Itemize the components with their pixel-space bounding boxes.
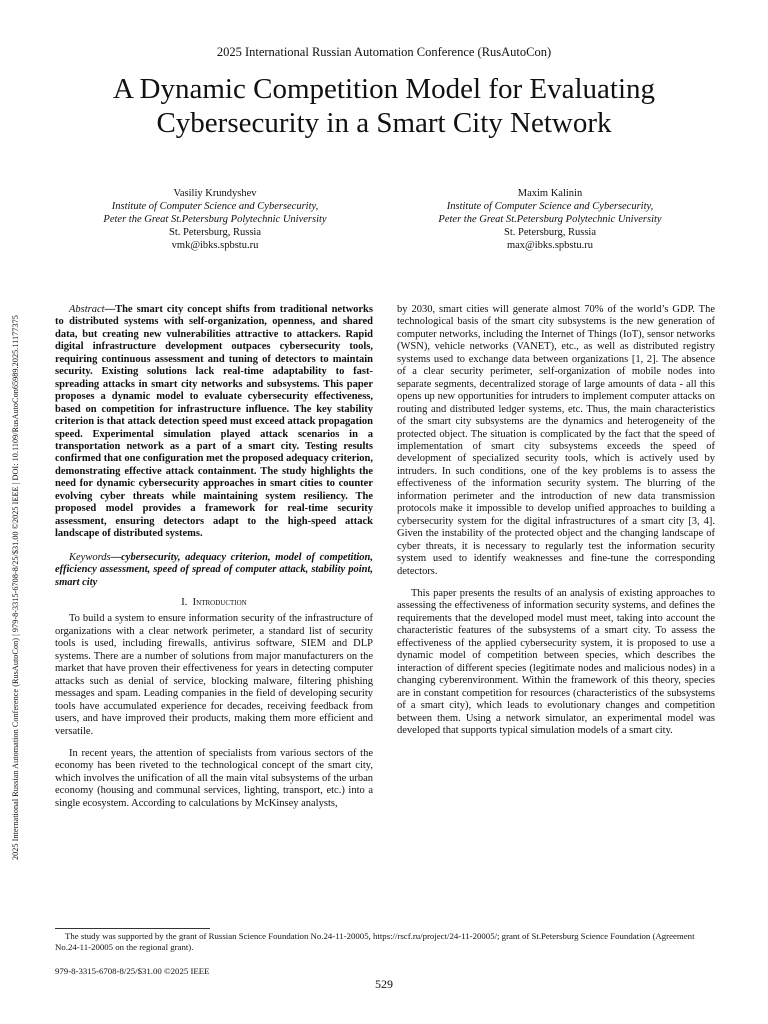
- body-paragraph: To build a system to ensure information security of the infrastructure of organizations with a clear network perimeter, a standard list of security tools is used, including firewalls, antivirus software, SIEM and DLP systems. There are a number of solutions from major manufacturers on the market that have proven their effectiveness for years in detecting computer attacks such as denial of service, blocking malware, filtering phishing messages and spam. Leading companies in the field of developing security tools have accumulated experience for decades, receiving feedback from users, and have improved their products, making them more efficient and versatile.: [55, 613, 373, 737]
- abstract-text: —The smart city concept shifts from traditional networks to distributed systems with self-organization, openness, and shared data, but creating new vulnerabilities attractive to attackers. Rapid digital infrastructure development outpaces cybersecurity tools, requiring continuous assessment and tuning of detectors to maintain security. Existing solutions lack real-time adaptability to fast-spreading attacks in smart city networks and subsystems. This paper proposes a dynamic model to evaluate cybersecurity effectiveness, based on competition for infrastructure influence. The key stability criterion is that attack detection speed must exceed attack propagation speed. Experimental simulation played attack scenarios in a transportation network as a part of a smart city. Testing results confirmed that one configuration met the proposed adequacy criterion, demonstrating effective attack containment. The study highlights the need for dynamic cybersecurity approaches in smart cities to counter evolving cyber threats while maintaining system resiliency. The proposed model provides a framework for real-time security assessment, ensuring detectors adapt to the high-speed attack landscape of distributed systems.: [55, 304, 373, 540]
- keywords-text: —cybersecurity, adequacy criterion, model of competition, efficiency assessment, speed of spread of computer attack, stability point, smart city: [55, 551, 373, 588]
- author-block-1: [65, 187, 365, 252]
- section-heading-introduction: [55, 597, 373, 609]
- author-email: max@ibks.spbstu.ru: [506, 240, 594, 251]
- keywords: [55, 552, 373, 589]
- funding-footnote: The study was supported by the grant of Russian Science Foundation No.24-11-20005, https://rscf.ru/project/24-11-20005/; grant of St.Petersburg Science Foundation (Agreement No.24-11-20005 on the regional grant).: [55, 931, 695, 952]
- author-affiliation: Institute of Computer Science and Cybersecurity,: [446, 201, 654, 212]
- body-paragraph: This paper presents the results of an analysis of existing approaches to assessing the effectiveness of information security systems, and defines the requirements that the developed model must meet, taking into account the characteristic features of the subsystems of a smart city. To assess the effectiveness of the applied cybersecurity system, it is proposed to use a dynamic model of competition between species, which describes the interaction of different species (legitimate nodes and malicious nodes) in a changing cyberenvironment. Within the framework of this theory, species are in constant competition for resources (characteristics of the subsystems of a smart city), which leads to evolutionary changes and competition between them. Using a network simulator, an experimental model was developed that supports typical simulation models of a smart city.: [397, 587, 715, 736]
- author-location: St. Petersburg, Russia: [169, 227, 261, 238]
- author-block-2: [400, 187, 700, 252]
- conference-name: 2025 International Russian Automation Conference (RusAutoCon): [216, 45, 552, 59]
- paper-title: [60, 72, 708, 140]
- footnote-divider: [55, 928, 210, 929]
- isbn-copyright: 979-8-3315-6708-8/25/$31.00 ©2025 IEEE: [55, 966, 210, 976]
- author-location: St. Petersburg, Russia: [504, 227, 596, 238]
- body-paragraph: In recent years, the attention of specialists from various sectors of the economy has been riveted to the technological concept of the smart city, which involves the unification of all the main vital subsystems of the urban economy (housing and communal services, lighting, transport, etc.) into a single ecosystem. According to calculations by McKinsey analysts,: [55, 747, 373, 809]
- author-name: Maxim Kalinin: [517, 188, 583, 199]
- title-line-2: Cybersecurity in a Smart City Network: [156, 107, 612, 139]
- author-name: Vasiliy Krundyshev: [173, 188, 257, 199]
- body-paragraph: by 2030, smart cities will generate almost 70% of the world’s GDP. The technological basis of the smart city subsystems is the new generation of computer networks, including the Internet of Things (IoT), sensor networks (WSN), vehicle networks (VANET), etc., as well as distributed registry systems used to exchange data between organizations [1, 2]. The absence of a clear security perimeter, self-organization of mobile nodes into separate segments, decentralized storage of large amounts of data - all this opens up new opportunities for intruders to implement computer attacks on routing and distributed ledger systems, etc. Thus, the main characteristics of the smart city subsystems are the dynamics and heterogeneity of the protected object. The situation is complicated by the fact that the speed of implementation of smart city subsystems exceeds the speed of development of specialized security tools, which is actively used by intruders. In such conditions, one of the key problems is to assess the effectiveness of the information security system. The blurring of the information perimeter and the introduction of new data transmission protocols make it impossible to develop unified approaches to building a cybersecurity system for the digital infrastructures of a smart city [3, 4]. Given the instability of the protected object and the changing landscape of cyber threats, it is necessary to regularly test the information security system used to identify weaknesses and fine-tune the corresponding detectors.: [397, 304, 715, 577]
- author-university: Peter the Great St.Petersburg Polytechnic University: [103, 214, 327, 225]
- title-line-1: A Dynamic Competition Model for Evaluating: [112, 73, 656, 105]
- section-number: I.: [181, 596, 188, 608]
- author-university: Peter the Great St.Petersburg Polytechnic University: [438, 214, 662, 225]
- page-number: 529: [375, 977, 393, 991]
- section-title: Introduction: [192, 596, 247, 608]
- abstract: [55, 304, 373, 541]
- left-column: [55, 304, 373, 810]
- author-email: vmk@ibks.spbstu.ru: [171, 240, 259, 251]
- side-citation-text: 2025 International Russian Automation Conference (RusAutoCon) | 979-8-3315-6708-8/25/$31.00 ©2025 IEEE | DOI: 10.1109/RusAutoCon65989.2025.11177375: [11, 315, 20, 860]
- abstract-lead: Abstract: [69, 304, 105, 315]
- keywords-lead: Keywords: [69, 551, 111, 563]
- side-margin-citation: [11, 170, 25, 860]
- author-affiliation: Institute of Computer Science and Cybersecurity,: [111, 201, 319, 212]
- right-column: [397, 304, 715, 737]
